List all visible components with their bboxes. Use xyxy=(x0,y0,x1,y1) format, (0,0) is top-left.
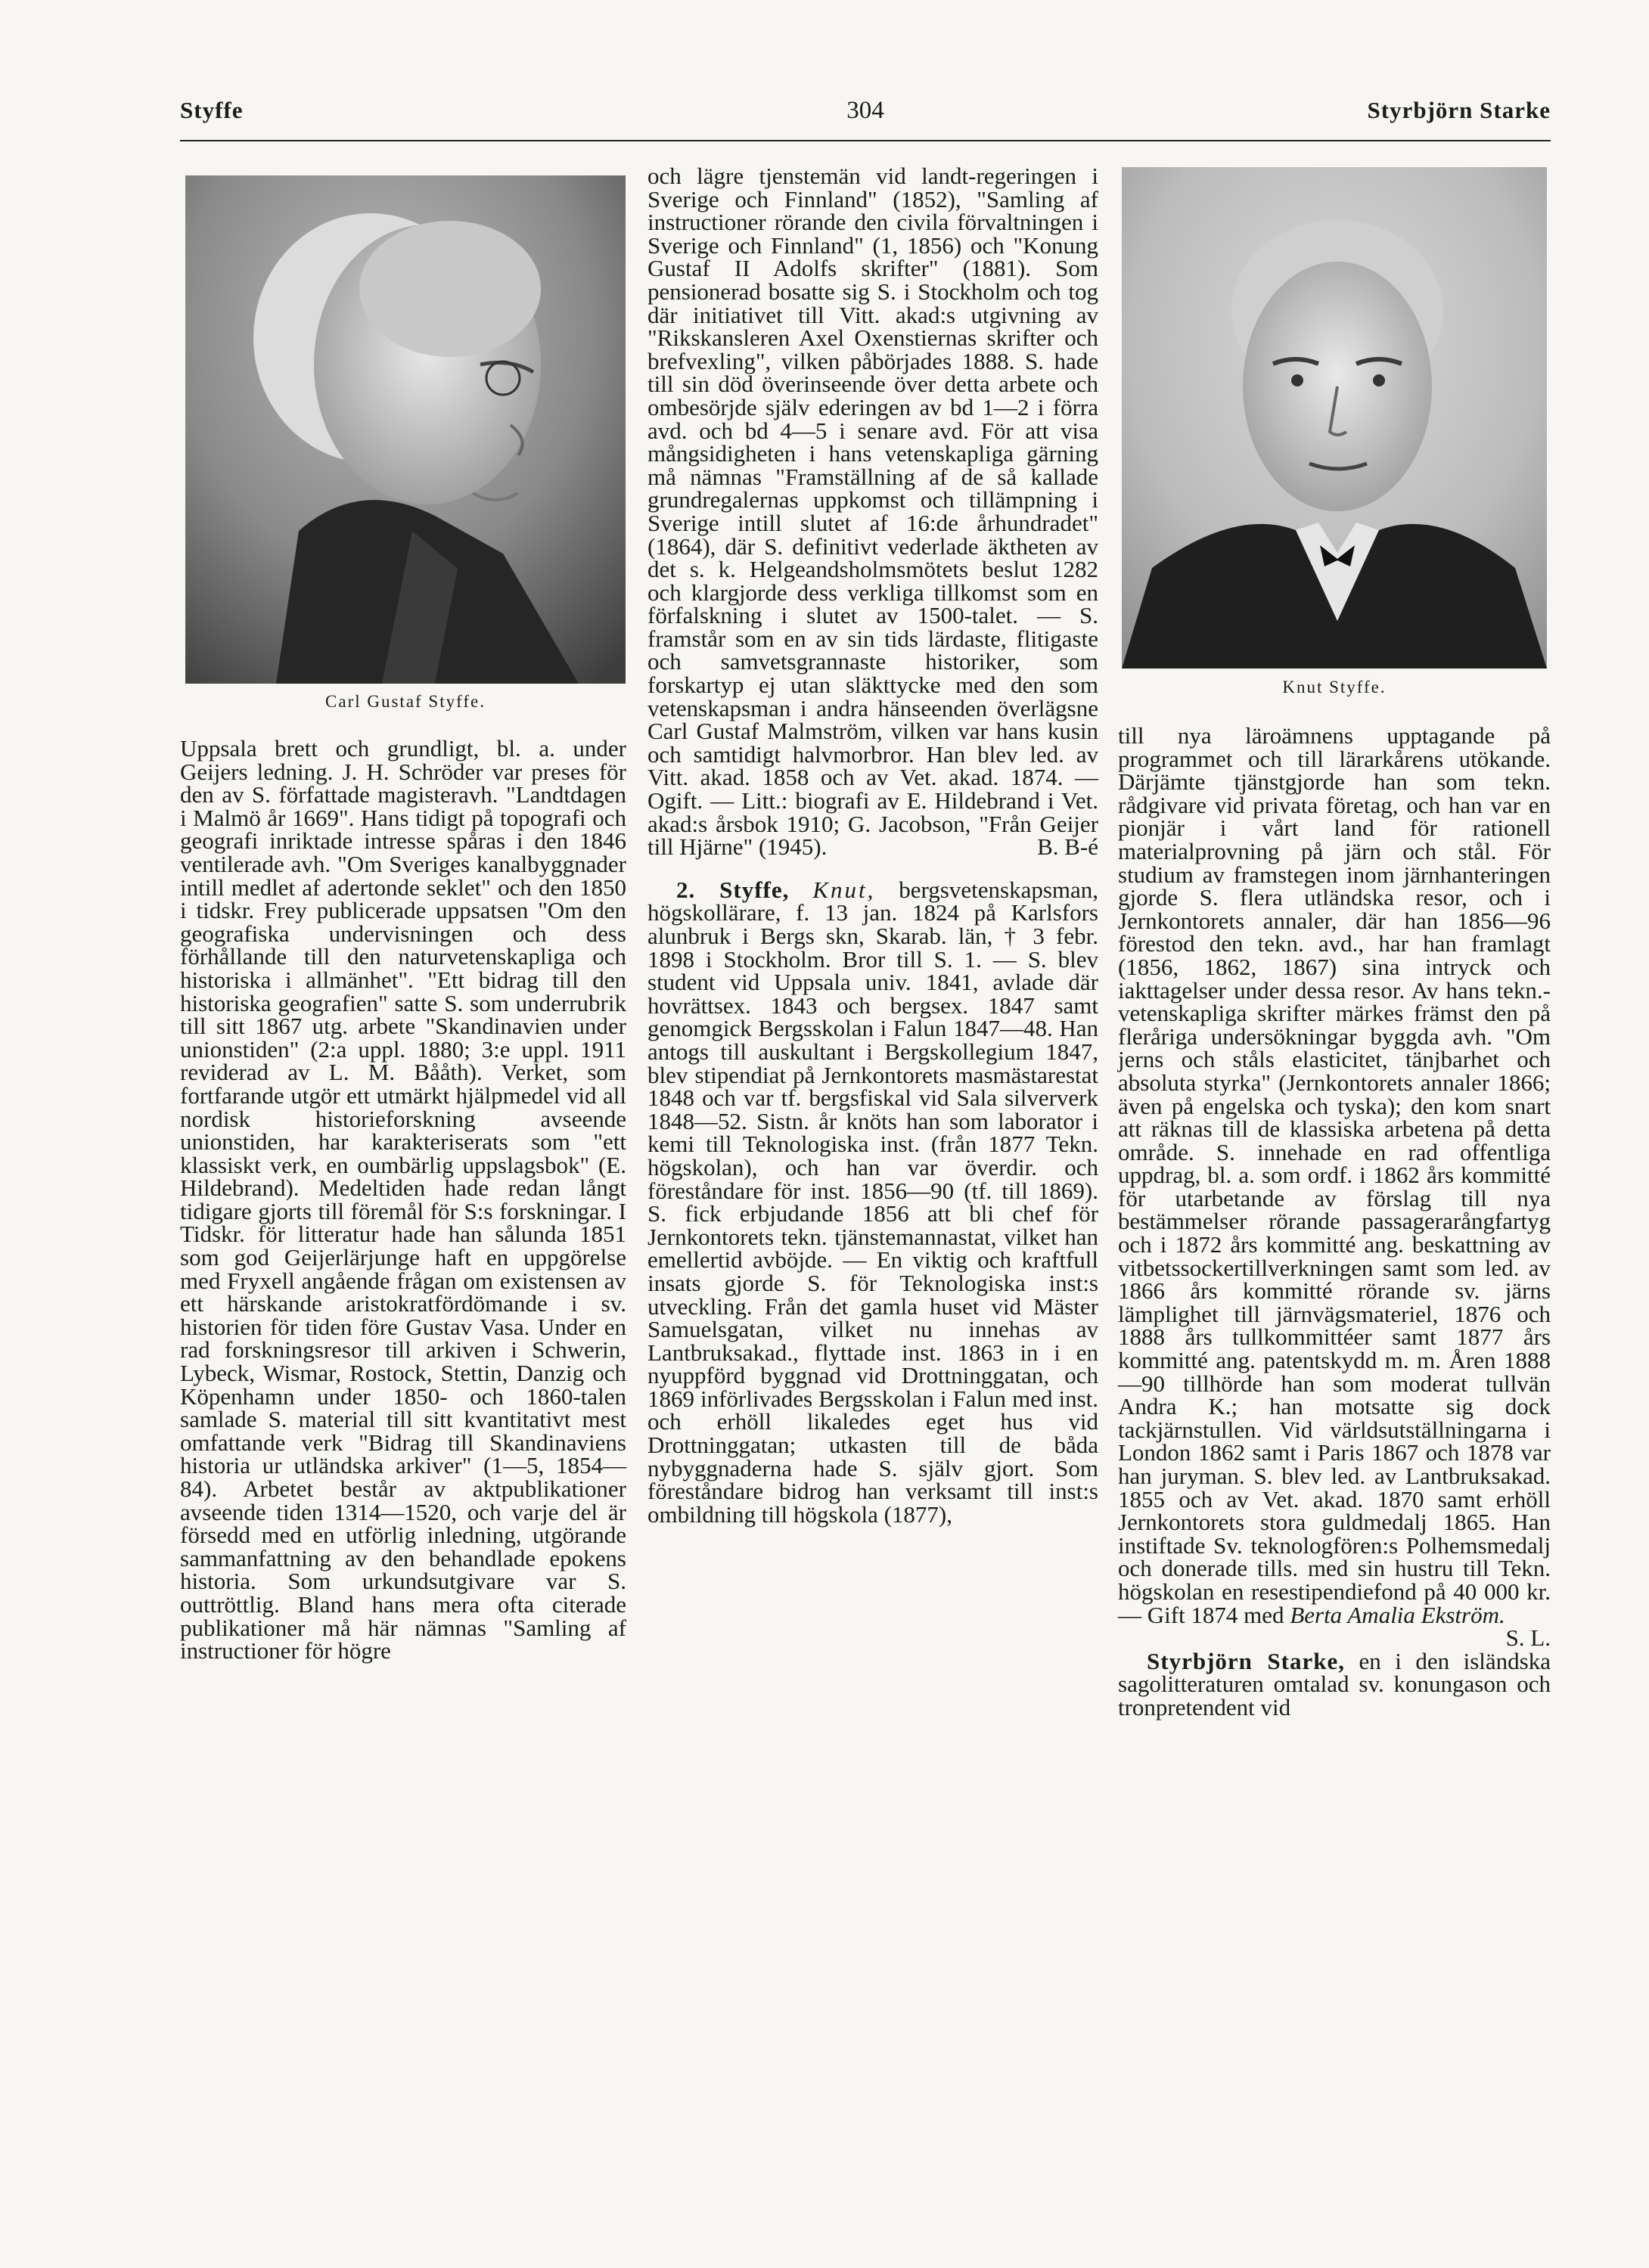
left-column xyxy=(180,737,626,1663)
article-3-text: en i den isländska sagolitteraturen omtalad sv. konungason och tronpretendent vid xyxy=(1118,1647,1551,1720)
article-2-continued-text: till nya läroämnens upptagande på programmet och till lärarkårens utökande. Därjämte tjänstgjorde han som tekn. rådgivare vid privata företag, och han var en pionjär i vårt land för rationell materialprovning på järn och stål. För studium av framstegen inom järnhanteringen gjorde S. flera utländska resor, och i Jernkontorets annaler, där han 1856—96 förestod den tekn. avd., har han framlagt (1856, 1862, 1867) sina intryck och iakttagelser under dessa resor. Av hans tekn.-vetenskapliga skrifter märkes främst den på fleråriga undersökningar byggda avh. "Om jerns och ståls elasticitet, tänjbarhet och absoluta styrka" (Jernkontorets annaler 1866; även på engelska och tyska); den kom snart att räknas till de klassiska arbetena på detta område. S. innehade en rad offentliga uppdrag, bl. a. som ordf. i 1862 års kommitté för utarbetande av förslag till nya bestämmelser rörande passagerarångfartyg och i 1872 års kommitté ang. beskattning av vitbetssockertillverkningen samt som led. av 1866 års kommitté rörande sv. järns lämplighet till järnvägsmateriel, 1876 och 1888 års tullkommittéer samt 1877 års kommitté ang. patentskydd m. m. Åren 1888—90 tillhörde han som moderat tullvän Andra K.; han motsatte sig dock tackjärnstullen. Vid världsutställningarna i London 1862 samt i Paris 1867 och 1878 var han juryman. S. blev led. av Lantbruksakad. 1855 och av Vet. akad. 1870 samt erhöll Jernkontorets stora guldmedalj 1865. Han instiftade Sv. teknologfören:s Polhemsmedalj och donerade tills. med sin hustru till Tekn. högskolan en resestipendiefond på 40 000 kr. — Gift 1874 med xyxy=(1118,722,1551,1628)
article-2-text: bergsvetenskapsman, högskollärare, f. 13 jan. 1824 på Karlsfors alunbruk i Bergs skn, Skarab. län, † 3 febr. 1898 i Stockholm. Bror till S. 1. — S. blev student vid Uppsala univ. 1841, avlade där hovrättsex. 1843 och bergsex. 1847 samt genomgick Bergsskolan i Falun 1847—48. Han antogs till auskultant i Bergskollegium 1847, blev stipendiat på Jernkontorets masmästarestat 1848 och var tf. bergsfiskal vid Sala silververk 1848—52. Sistn. år knöts han som laborator i kemi till Teknologiska inst. (från 1877 Tekn. högskolan), och han var överdir. och föreståndare för inst. 1856—90 (tf. till 1869). S. fick erbjudande 1856 att bli chef för Jernkontorets tekn. tjänstemannastat, vilket han emellertid avböjde. — En viktig och kraftfull insats gjorde S. för Teknologiska inst:s utveckling. Från det gamla huset vid Mäster Samuelsgatan, vilket nu innehas av Lantbruksakad., flyttade inst. 1863 in i en nyuppförd byggnad vid Drottninggatan, och 1869 införlivades Bergsskolan i Falun med inst. och erhöll likaledes eget hus vid Drottninggatan; utkasten till de båda nybyggnaderna hade S. själv gjort. Som föreståndare bidrog han verksamt till inst:s ombildning till högskola (1877), xyxy=(647,876,1099,1528)
article-2 xyxy=(647,876,1099,1528)
page-number: 304 xyxy=(846,97,884,124)
article-2-name: Knut, xyxy=(812,876,876,903)
article-2-signature: S. L. xyxy=(1505,1624,1551,1652)
article-1-text: och lägre tjenstemän vid landt-regeringen i Sverige och Finnland" (1852), "Samling af instructioner rörande den civila förvaltningen i Sverige och Finnland" (1, 1856) och "Konung Gustaf II Adolfs skrifter" (1881). Som pensionerad bosatte sig S. i Stockholm och tog där initiativet till Vitt. akad:s utgivning av "Rikskansleren Axel Oxenstiernas skrifter och brefvexling", vilken påbörjades 1888. S. hade till sin död överinseende över detta arbete och ombesörjde själv ederingen av bd 1—2 i förra avd. och bd 4—5 i senare avd. För att visa mångsidigheten i hans vetenskapliga gärning må nämnas "Framställning af de så kallade grundregalernas uppkomst och tillämpning i Sverige intill slutet af 16:de århundradet" (1864), där S. definitivt vederlade äktheten av det s. k. Helgeandsholmsmötets beslut 1282 och klargjorde dess verkliga tillkomst som en förfalskning i slutet av 1500-talet. — S. framstår som en av sin tids lärdaste, flitigaste och samvetsgrannaste historiker, som forskartyp ej utan släkttycke med den som vetenskapsman i andra hänseenden överlägsne Carl Gustaf Malmström, vilken var hans kusin och samtidigt halvmorbror. Han blev led. av Vitt. akad. 1858 och av Vet. akad. 1874. — Ogift. — Litt.: biografi av E. Hildebrand i Vet. akad:s årsbok 1910; G. Jacobson, "Från Geijer till Hjärne" (1945). xyxy=(647,163,1098,861)
portrait-knut-styffe xyxy=(1122,167,1547,669)
header-right-term: Styrbjörn Starke xyxy=(1367,97,1551,123)
header-rule xyxy=(180,140,1551,141)
header-left-term: Styffe xyxy=(180,97,244,123)
article-3 xyxy=(1118,1647,1551,1720)
article-1-signature: B. B-é xyxy=(1037,833,1098,861)
article-3-heading: Styrbjörn Starke, xyxy=(1147,1647,1345,1674)
right-column xyxy=(1118,724,1551,1720)
portrait-caption-right: Knut Styffe. xyxy=(1282,678,1387,697)
article-2-continuation xyxy=(1118,722,1551,1652)
spouse-name: Berta Amalia Ekström. xyxy=(1290,1601,1505,1628)
article-2-heading: 2. Styffe, xyxy=(676,876,790,903)
middle-column xyxy=(647,165,1098,1526)
article-1-continuation xyxy=(647,165,1098,859)
portrait-caption-left: Carl Gustaf Styffe. xyxy=(325,692,486,711)
running-header xyxy=(180,97,1551,141)
portrait-carl-gustaf-styffe xyxy=(185,175,626,684)
left-column-text: Uppsala brett och grundligt, bl. a. under Geijers ledning. J. H. Schröder var preses för den av S. författade magisteravh. "Landtdagen i Malmö år 1669". Hans tidigt på topografi och geografi inriktade intresse spåras i den 1846 ventilerade avh. "Om Sveriges kanalbyggnader intill medlet af adertonde seklet" och den 1850 i tidskr. Frey publicerade uppsatsen "Om den geografiska undervisningen och dess förhållande till den naturvetenskapliga och historiska i allmänhet". "Ett bidrag till den historiska geografien" satte S. som underrubrik till sitt 1867 utg. arbete "Skandinavien under unionstiden" (2:a uppl. 1880; 3:e uppl. 1911 reviderad av L. M. Bååth). Verket, som fortfarande utgör ett utmärkt hjälpmedel vid all nordisk historieforskning avseende unionstiden, har karakteriserats som "ett klassiskt verk, en oumbärlig uppslagsbok" (E. Hildebrand). Medeltiden hade redan långt tidigare gjorts till föremål för S:s forskningar. I Tidskr. för litteratur hade han sålunda 1851 som god Geijerlärjunge haft en uppgörelse med Fryxell angående frågan om existensen av ett härskande aristokratfördömande i sv. historien för tiden före Gustav Vasa. Under en rad forskningsresor till arkiven i Schwerin, Lybeck, Wismar, Rostock, Stettin, Danzig och Köpenhamn under 1850- och 1860-talen samlade S. material till sitt kvantitativt mest omfattande verk "Bidrag till Skandinaviens historia ur utländska arkiver" (1—5, 1854—84). Arbetet består av aktpublikationer avseende tiden 1314—1520, och varje del är försedd med en utförlig inledning, utgörande sammanfattning av den behandlade epokens historia. Som urkundsutgivare var S. outtröttlig. Bland hans mera ofta citerade publikationer må här nämnas "Samling af instructioner för högre xyxy=(180,735,626,1665)
